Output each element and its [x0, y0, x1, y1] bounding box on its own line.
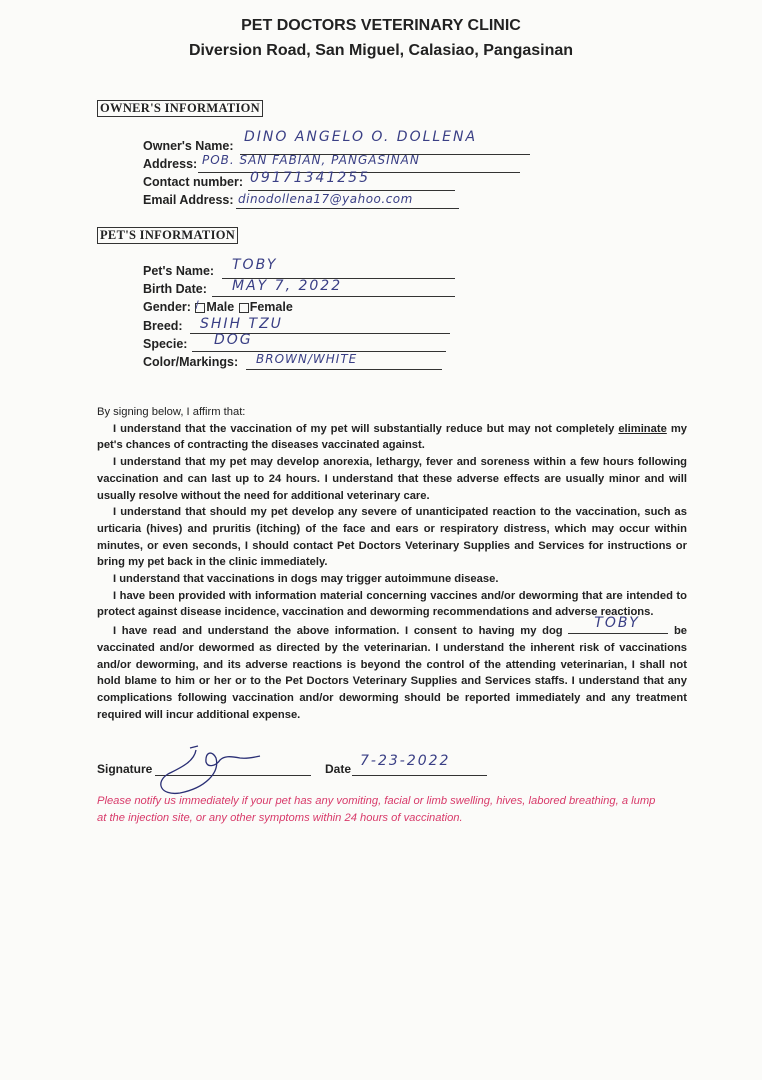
pet-name-field[interactable]: TOBY: [232, 257, 278, 273]
consent-p1-text: I understand that the vaccination of my pet will substantially reduce but may not completely: [113, 422, 615, 435]
gender-label: Gender:: [143, 300, 191, 314]
color-markings-field[interactable]: BROWN/WHITE: [256, 352, 358, 366]
consent-p1-underlined: eliminate: [618, 422, 667, 435]
owner-address-label: Address:: [143, 157, 198, 171]
contact-number-line: [248, 190, 455, 191]
date-label: Date: [325, 762, 352, 776]
birth-date-label: Birth Date:: [143, 282, 207, 296]
consent-p6: [97, 615, 688, 723]
owner-name-label: Owner's Name:: [143, 139, 234, 153]
email-label: Email Address:: [143, 193, 234, 207]
dog-name-line: [568, 615, 668, 634]
birth-date-line: [212, 296, 455, 297]
contact-number-label: Contact number:: [143, 175, 243, 189]
consent-p1-text-end: my pet's chances of contracting the diseases vaccinated against.: [97, 422, 687, 452]
gender-row: [143, 297, 293, 314]
email-field[interactable]: dinodollena17@yahoo.com: [238, 192, 413, 206]
contact-number-field[interactable]: 09171341255: [250, 170, 370, 186]
gender-female-checkbox[interactable]: [239, 303, 249, 313]
color-markings-line: [246, 369, 442, 370]
footer-note: Please notify us immediately if your pet has any vomiting, facial or limb swelling, hives, labored breathing, a lump at the injection site, or any other symptoms within 24 hours of vaccination.: [97, 795, 656, 824]
consent-intro: By signing below, I affirm that:: [97, 406, 246, 418]
consent-p3: I understand that should my pet develop any severe of unanticipated reaction to the vaccination, such as urticaria (hives) and pruritis (itching) of the face and ears or respiratory distress, which may occur within minutes, or even seconds, I should contact Pet Doctors Veterinary Supplies and Services for instructions or bring my pet back in the clinic immediately.: [97, 506, 687, 569]
clinic-address: Diversion Road, San Miguel, Calasiao, Pangasinan: [188, 42, 574, 59]
consent-p2: I understand that my pet may develop anorexia, lethargy, fever and soreness within a few hours following vaccination and can last up to 24 hours. I understand that these adverse effects are usually minor and will usually resolve without the need for additional veterinary care.: [97, 456, 687, 502]
date-field[interactable]: 7-23-2022: [360, 753, 451, 769]
birth-date-field[interactable]: MAY 7, 2022: [232, 278, 343, 294]
specie-label: Specie:: [143, 337, 188, 351]
breed-field[interactable]: SHIH TZU: [200, 316, 283, 332]
gender-female-label: Female: [249, 300, 293, 314]
pet-section-heading: PET'S INFORMATION: [97, 227, 238, 244]
signature-label: Signature: [97, 762, 153, 776]
consent-block: [97, 404, 687, 723]
color-markings-label: Color/Markings:: [143, 355, 239, 369]
consent-p6-text: I have read and understand the above information. I consent to having my dog: [113, 625, 563, 638]
owner-section-heading: OWNER'S INFORMATION: [97, 100, 263, 117]
date-line: [352, 775, 487, 776]
consent-p5: I have been provided with information material concerning vaccines and/or deworming that are intended to protect against disease incidence, vaccination and deworming recommendations and adverse reactions.: [97, 589, 687, 619]
pet-name-label: Pet's Name:: [143, 264, 215, 278]
owner-address-field[interactable]: POB. SAN FABIAN, PANGASINAN: [202, 153, 420, 167]
gender-male-checkbox[interactable]: /: [195, 303, 205, 313]
specie-field[interactable]: DOG: [214, 332, 253, 348]
email-line: [236, 208, 459, 209]
dog-name-field[interactable]: TOBY: [594, 615, 640, 632]
consent-p6-text-end: be vaccinated and/or dewormed as directed by the veterinarian. I understand the inherent risk of vaccinations and/or deworming, and its adverse reactions is beyond the control of the attending veterinarian, I shall not hold blame to him or her or to the Pet Doctors Veterinary Supplies and Services staffs. I understand that any complications following vaccination and/or deworming should be reported immediately and any treatment required will incur additional expense.: [97, 625, 688, 721]
breed-label: Breed:: [143, 319, 183, 333]
consent-p4: I understand that vaccinations in dogs may trigger autoimmune disease.: [113, 573, 499, 586]
consent-p1: [97, 421, 687, 454]
owner-name-field[interactable]: DINO ANGELO O. DOLLENA: [244, 129, 478, 145]
clinic-name: PET DOCTORS VETERINARY CLINIC: [241, 17, 521, 34]
gender-male-label: Male: [206, 300, 235, 314]
signature-scribble[interactable]: [150, 738, 270, 800]
